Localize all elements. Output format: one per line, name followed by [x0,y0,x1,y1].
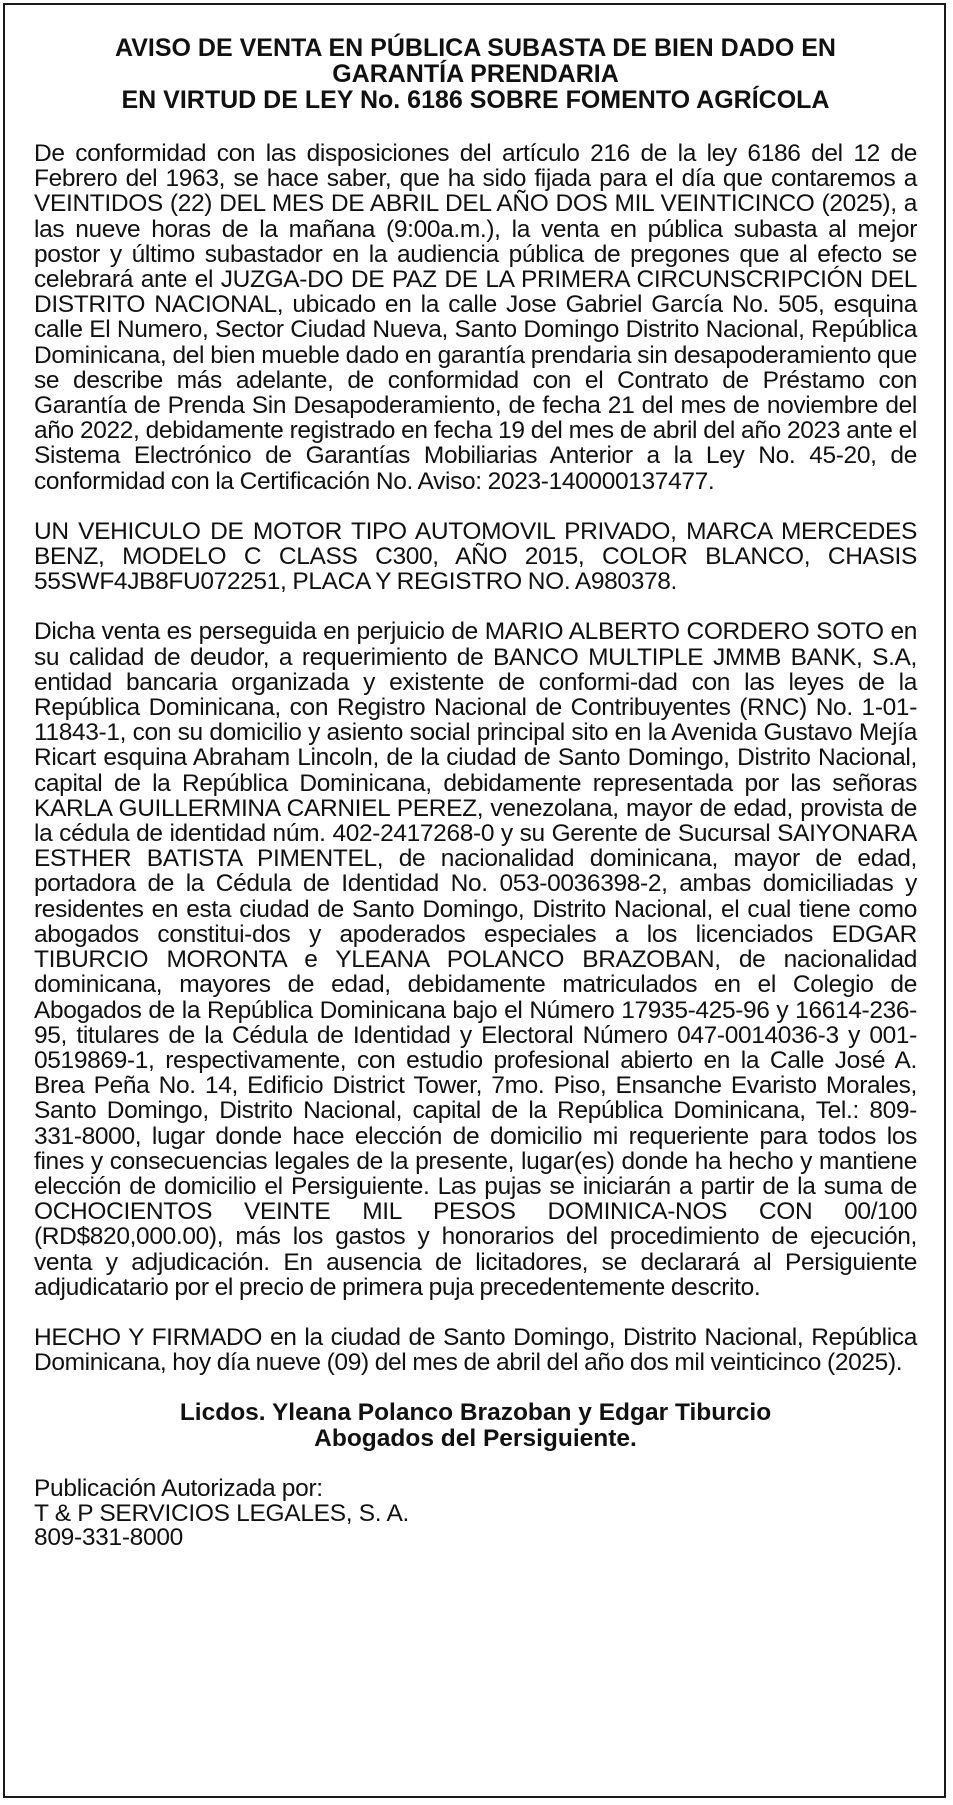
signature-role: Abogados del Persiguiente. [314,1425,637,1453]
footer-company: T & P SERVICIOS LEGALES, S. A. [34,1499,410,1527]
footer-authorized-label: Publicación Autorizada por: [34,1475,323,1503]
legal-notice [3,3,946,1798]
notice-title [34,35,917,113]
signature-names: Licdos. Yleana Polanco Brazoban y Edgar Tiburcio [179,1399,772,1427]
paragraph-signed: HECHO Y FIRMADO en la ciudad de Santo Domingo, Distrito Nacional, República Dominicana, hoy día nueve (09) del mes de abril del año dos mil veinticinco (2025). [34,1323,917,1377]
signature-block [34,1400,917,1452]
title-line-2: GARANTÍA PRENDARIA [332,60,619,88]
paragraph-auction-details: De conformidad con las disposiciones del artículo 216 de la ley 6186 del 12 de Febrero del 1963, se hace saber, que ha sido fijada para el día que contaremos a VEINTIDOS (22) DEL MES DE ABRIL DEL AÑO DOS MIL VEINTICINCO (2025), a las nueve horas de la mañana (9:00a.m.), la venta en pública subasta al mejor postor y último subastador en la audiencia pública de pregones que al efecto se celebrará ante el JUZGA-DO DE PAZ DE LA PRIMERA CIRCUNSCRIPCIÓN DEL DISTRITO NACIONAL, ubicado en la calle Jose Gabriel García No. 505, esquina calle El Numero, Sector Ciudad Nueva, Santo Domingo Distrito Nacional, República Dominicana, del bien mueble dado en garantía prendaria sin desapoderamiento que se describe más adelante, de conformidad con el Contrato de Préstamo con Garantía de Prenda Sin Desapoderamiento, de fecha 21 del mes de noviembre del año 2022, debidamente registrado en fecha 19 del mes de abril del año 2023 ante el Sistema Electrónico de Garantías Mobiliarias Anterior a la Ley No. 45-20, de conformidad con la Certificación No. Aviso: 2023-140000137477. [34,140,917,495]
publication-footer [34,1477,917,1551]
footer-phone: 809-331-8000 [34,1524,183,1552]
paragraph-parties: Dicha venta es perseguida en perjuicio de MARIO ALBERTO CORDERO SOTO en su calidad de deudor, a requerimiento de BANCO MULTIPLE JMMB BANK, S.A, entidad bancaria organizada y existente de conformi-dad con las leyes de la República Dominicana, con Registro Nacional de Contribuyentes (RNC) No. 1-01-11843-1, con su domicilio y asiento social principal sito en la Avenida Gustavo Mejía Ricart esquina Abraham Lincoln, de la ciudad de Santo Domingo, Distrito Nacional, capital de la República Dominicana, debidamente representada por las señoras KARLA GUILLERMINA CARNIEL PEREZ, venezolana, mayor de edad, provista de la cédula de identidad núm. 402-2417268-0 y su Gerente de Sucursal SAIYONARA ESTHER BATISTA PIMENTEL, de nacionalidad dominicana, mayor de edad, portadora de la Cédula de Identidad No. 053-0036398-2, ambas domiciliadas y residentes en esta ciudad de Santo Domingo, Distrito Nacional, el cual tiene como abogados constitui-dos y apoderados especiales a los licenciados EDGAR TIBURCIO MORONTA e YLEANA POLANCO BRAZOBAN, de nacionalidad dominicana, mayores de edad, debidamente matriculados en el Colegio de Abogados de la República Dominicana bajo el Número 17935-425-96 y 16614-236-95, titulares de la Cédula de Identidad y Electoral Número 047-0014036-3 y 001-0519869-1, respectivamente, con estudio profesional abierto en la Calle José A. Brea Peña No. 14, Edificio District Tower, 7mo. Piso, Ensanche Evaristo Morales, Santo Domingo, Distrito Nacional, capital de la República Dominicana, Tel.: 809-331-8000, lugar donde hace elección de domicilio mi requeriente para todos los fines y consecuencias legales de la presente, lugar(es) donde ha hecho y mantiene elección de domicilio el Persiguiente. Las pujas se iniciarán a partir de la suma de OCHOCIENTOS VEINTE MIL PESOS DOMINICA-NOS CON 00/100 (RD$820,000.00), más los gastos y honorarios del procedimiento de ejecución, venta y adjudicación. En ausencia de licitadores, se declarará al Persiguiente adjudicatario por el precio de primera puja precedentemente descrito. [34,618,917,1301]
paragraph-vehicle-description: UN VEHICULO DE MOTOR TIPO AUTOMOVIL PRIVADO, MARCA MERCEDES BENZ, MODELO C CLASS C300, AÑO 2015, COLOR BLANCO, CHASIS 55SWF4JB8FU072251, PLACA Y REGISTRO NO. A980378. [34,517,917,596]
title-line-1: AVISO DE VENTA EN PÚBLICA SUBASTA DE BIEN DADO EN [115,34,836,62]
title-line-3: EN VIRTUD DE LEY No. 6186 SOBRE FOMENTO AGRÍCOLA [121,86,830,114]
